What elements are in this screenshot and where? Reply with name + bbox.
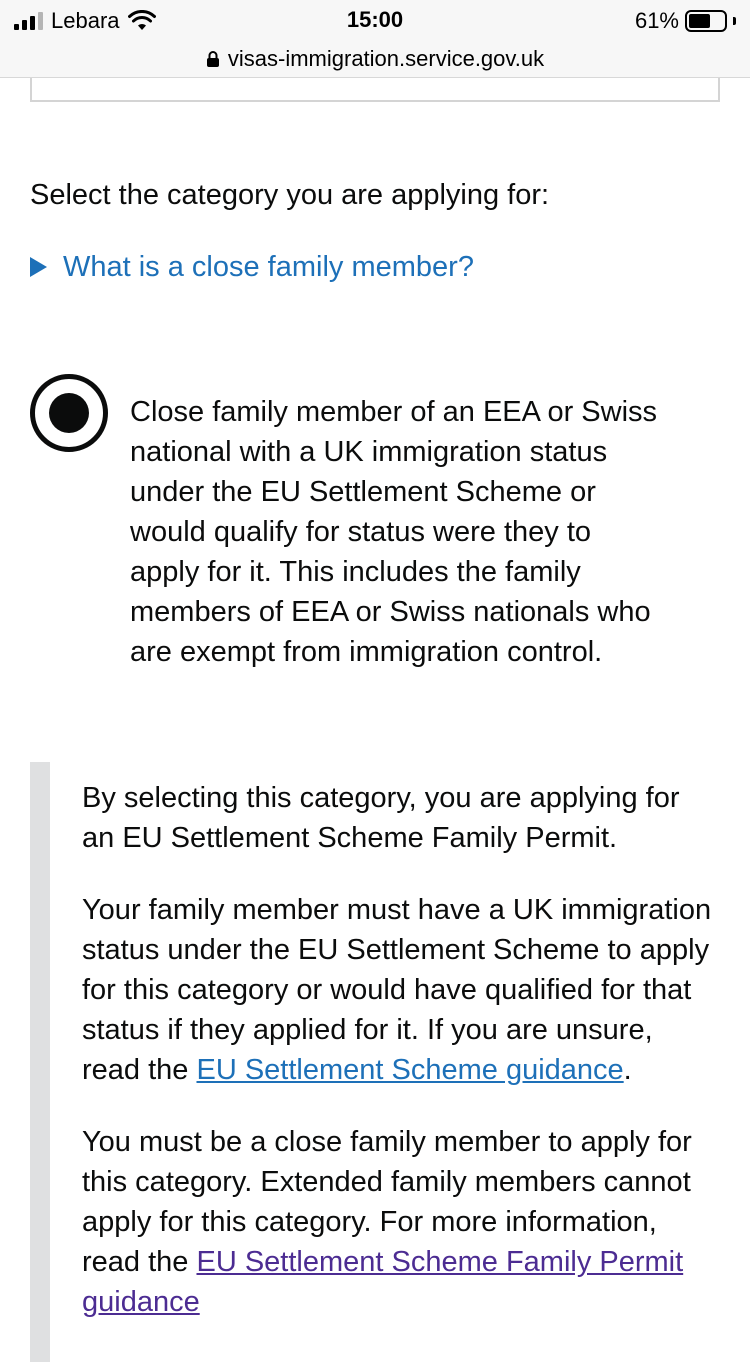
inset-paragraph-1: By selecting this category, you are applying for an EU Settlement Scheme Family Permit. — [82, 782, 680, 854]
category-prompt: Select the category you are applying for: — [30, 179, 550, 211]
battery-level-fill — [689, 14, 710, 28]
battery-tip — [733, 17, 736, 25]
inset-text — [30, 762, 720, 1362]
radio-selected-dot — [49, 393, 89, 433]
status-bar — [0, 0, 750, 40]
lock-icon — [206, 50, 220, 68]
url-text: visas-immigration.service.gov.uk — [227, 45, 545, 71]
radio-button[interactable] — [30, 374, 108, 452]
family-permit-guidance-link[interactable]: EU Settlement Scheme Family Permit guidance — [82, 1246, 684, 1318]
triangle-right-icon — [30, 257, 47, 277]
inset-paragraph-3: You must be a close family member to apply for this category. Extended family members cannot apply for this category. For more information, read the EU Settlement Scheme Family Permit guidance — [82, 1126, 692, 1318]
battery-icon — [685, 10, 727, 32]
close-family-details-toggle[interactable] — [30, 248, 474, 286]
eu-settlement-scheme-guidance-link[interactable]: EU Settlement Scheme guidance — [196, 1054, 624, 1086]
clock: 15:00 — [346, 7, 404, 32]
inset-paragraph-2: Your family member must have a UK immigration status under the EU Settlement Scheme to apply for this category or would have qualified for that status if they applied for it. If you are unsure, read the EU Settlement Scheme guidance. — [82, 894, 712, 1086]
address-bar[interactable] — [0, 40, 750, 78]
battery-percent: 61% — [634, 8, 679, 33]
radio-option-close-family-member[interactable] — [30, 374, 720, 672]
details-summary-text: What is a close family member? — [63, 251, 474, 283]
carrier-name: Lebara — [51, 8, 120, 33]
radio-option-label[interactable]: Close family member of an EEA or Swiss national with a UK immigration status under the EU Settlement Scheme or would qualify for status were they to apply for it. This includes the family members of EEA or Swiss nationals who are exempt from immigration control. — [130, 396, 658, 668]
